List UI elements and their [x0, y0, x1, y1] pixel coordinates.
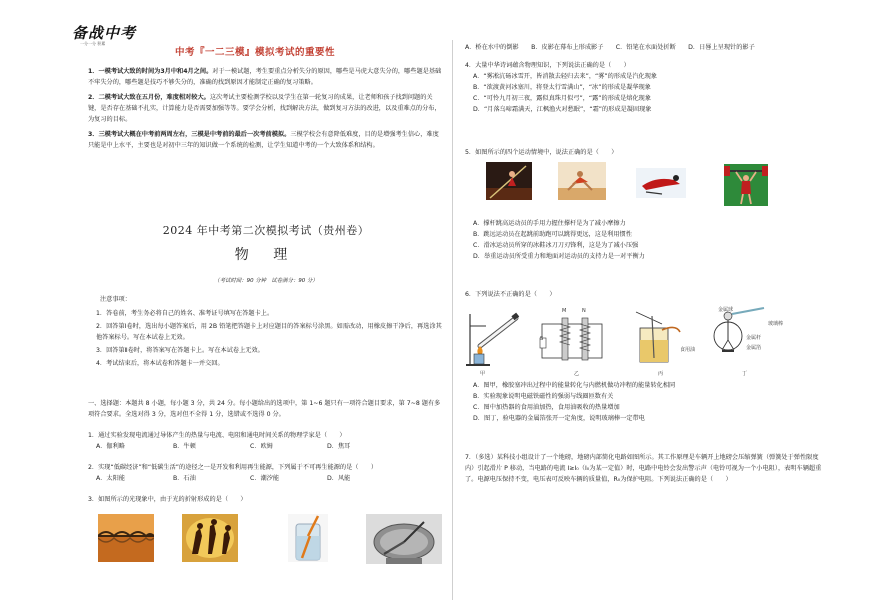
intro-section: [88, 66, 444, 155]
intro-paragraph: 2．二模考试大致在五月份，难度相对较大。这次考试主要检测学校以及学生在第一轮复习的成果，让老师和孩子找到问题的关键，是否存在基础不扎实，计算能力是否需要加强等等。要学会分析，找到解决方法，做到复习方法的改进，以及重难点的分布，为复习的目标。: [88, 94, 441, 124]
column-divider: [452, 40, 453, 600]
option: D．风能: [327, 475, 351, 483]
q6-figure-jia-test-tube: [464, 306, 524, 368]
question-4: [465, 60, 825, 115]
option: D．举重运动员所受重力和地面对运动员的支持力是一对平衡力: [473, 253, 645, 261]
note-item: 2．回答第Ⅰ卷时，选出每小题答案后，用 2B 铅笔把答题卡上对应题目的答案标号涂黑。如需改动，用橡皮擦干净后，再选涂其他答案标号。写在本试卷上无效。: [96, 323, 442, 342]
question-stem: 7．（多选）某科技小组设计了一个地磅，地磅内部简化电路如图所示。其工作原理是车辆开上地磅会压缩弹簧（弹簧处于弹性限度内）引起滑片 P 移动，当电路的电流 I≥I₀（I₀为某一定值）时，电路中电铃会发出警示声（电铃可视为一个小电阻），表明车辆超重了。电源电压保持不变，电压表可反映车辆的质量值，R₀为保护电阻。下列说法正确的是（ ）: [465, 454, 822, 484]
notes-heading: 注意事项：: [100, 296, 131, 303]
option: C．图中加热器的食用油加热，食用油吸收的热量增加: [473, 404, 620, 412]
option: D．“月落乌啼霜满天，江枫渔火对愁眠”，“霜”的形成是凝固现象: [473, 106, 652, 114]
option: C．滑冰运动员所穿的冰鞋冰刀刀刃锋利，这是为了减小压强: [473, 242, 639, 250]
note-item: 3．回答第Ⅱ卷时，将答案写在答题卡上。写在本试卷上无效。: [96, 347, 264, 355]
q5-image-speed-skating: [636, 168, 686, 198]
q6-figure-ding-electroscope: [706, 306, 778, 368]
q6-figure-label-yi: 乙: [574, 371, 580, 377]
option: B．石油: [173, 475, 196, 483]
option: C．“可怜九月初三夜，露似真珠月似弓”，“露”的形成是熔化现象: [473, 95, 652, 103]
question-3-options: [465, 42, 825, 53]
notes-section: [88, 294, 444, 371]
q6-label-metal-foil: 金属箔: [746, 345, 762, 351]
question-2: [88, 462, 444, 484]
q6-figure-bing-beaker: [632, 310, 700, 368]
question-stem: 5．如图所示的四个运动情境中，说法正确的是（ ）: [465, 149, 618, 156]
q3-image-bridge: [98, 514, 154, 562]
banner-title: 中考『一二三模』模拟考试的重要性: [175, 47, 336, 58]
question-stem: 1．通过实验发现电流通过导体产生的热量与电流、电阻和通电时间关系的物理学家是（ ）: [88, 432, 346, 439]
q6-label-s: S: [540, 336, 544, 342]
logo: [72, 22, 142, 52]
question-options: [88, 441, 444, 452]
q6-label-metal-rod: 金属杆: [746, 335, 762, 341]
question-5: [465, 147, 825, 158]
q6-label-glass-rod: 玻璃棒: [768, 321, 784, 327]
section-one: [88, 398, 444, 420]
subject-title: 物 理: [234, 247, 298, 263]
q6-label-m: M: [562, 308, 567, 314]
question-stem: 6．下列说法不正确的是（ ）: [465, 291, 556, 298]
logo-text: 备战中考: [72, 24, 137, 42]
question-stem: 4．大量中华诗词蕴含物理知识，下列说法正确的是（ ）: [465, 62, 630, 69]
q3-options-line: A．桥在水中的倒影 B．皮影在幕布上形成影子 C．铅笔在水面处折断 D．日晷上呈现针的影子: [465, 44, 755, 51]
option: A．伽利略: [96, 443, 125, 451]
option: C．潮汐能: [250, 475, 280, 483]
section-instructions: 一、选择题：本题共 8 小题，每小题 3 分，共 24 分。每小题给出的选项中，第 1~6 题只有一项符合题目要求，第 7~8 题有多项符合要求。全选对得 3 分，选对但不全得 1 分，选错或不选得 0 分。: [88, 400, 441, 419]
q6-label-metal-ball: 金属球: [718, 307, 734, 313]
option: B．牛顿: [173, 443, 196, 451]
option: A．图甲，橡胶塞冲出过程中的能量转化与内燃机做功冲程的能量转化相同: [473, 382, 676, 389]
option: B．跳远运动员在起跳前助跑可以跳得更远，这是利用惯性: [473, 231, 632, 239]
note-item: 4．考试结束后，将本试卷和答题卡一并交回。: [96, 360, 224, 368]
q3-image-shadow-puppet: [182, 514, 238, 562]
question-7: [465, 452, 825, 485]
time-info: （考试时间：90 分钟 试卷满分：90 分）: [214, 278, 318, 284]
question-stem: 2．实现“低碳经济”和“低碳生活”的途径之一是开发和利用再生能源，下列属于不可再生能源的是（ ）: [88, 464, 378, 471]
option: A．“雾凇沆砀冰雪开，皆消散去轻归去来”，“雾”的形成是汽化现象: [473, 73, 658, 81]
logo-subtext: 一分一分 积累: [80, 41, 106, 46]
option: A．撑杆跳高运动员的手用力握住撑杆是为了减小摩擦力: [473, 220, 626, 227]
question-1: [88, 430, 444, 452]
q3-image-sundial: [366, 514, 442, 564]
intro-paragraph: 1．一模考试大致的时间为3月中和4月之间。对于一模试题，考生要重点分析失分的原因，哪些是马虎大意失分的，哪些题是基础不牢失分的，哪些题是技巧不够失分的，准确的找到原因才能制定正确的复习策略。: [88, 68, 442, 87]
intro-paragraph: 3．三模考试大概在中考前两周左右，三模是中考前的最后一次考前模拟。三模学校会有意降低难度，目的是增强考生信心，难度只能是中上水平，主要也是对初中三年的知识做一个系统的检测，让学生知道中考的一个大致体系和结构。: [88, 131, 439, 150]
exam-title: 2024 年中考第二次模拟考试（贵州卷）: [162, 224, 370, 237]
q6-figure-label-bing: 丙: [658, 371, 664, 377]
question-options: [88, 473, 444, 484]
option: B．实验现象说明电磁铁磁性的强弱与线圈匝数有关: [473, 393, 614, 401]
note-item: 1．答卷前，考生务必将自己的姓名、准考证号填写在答题卡上。: [96, 310, 274, 318]
question-stem: 3．如图所示的光现象中，由于光的折射形成的是（ ）: [88, 496, 247, 503]
q3-image-pencil-in-water: [288, 514, 328, 562]
option: C．欧姆: [250, 443, 273, 451]
question-5-options: [465, 218, 825, 262]
q5-image-weightlifting: [724, 164, 768, 206]
q6-figure-label-jia: 甲: [480, 371, 486, 377]
q6-label-n: N: [582, 308, 586, 314]
question-3: [88, 494, 444, 505]
question-6-options: [465, 380, 825, 424]
option: A．太阳能: [96, 475, 125, 483]
q5-image-long-jump: [558, 162, 606, 200]
q6-figure-label-ding: 丁: [742, 371, 748, 377]
option: D．焦耳: [327, 443, 351, 451]
q5-image-pole-vault: [486, 162, 532, 200]
option: B．“欲渡黄河冰塞川，将登太行雪满山”，“冰”的形成是凝华现象: [473, 84, 651, 92]
q6-label-oil: 食用油: [680, 347, 696, 353]
option: D．图丁，验电器的金属箔张开一定角度，说明玻璃棒一定带电: [473, 415, 645, 423]
q6-figure-yi-electromagnet: [538, 308, 608, 366]
question-6: [465, 289, 825, 300]
